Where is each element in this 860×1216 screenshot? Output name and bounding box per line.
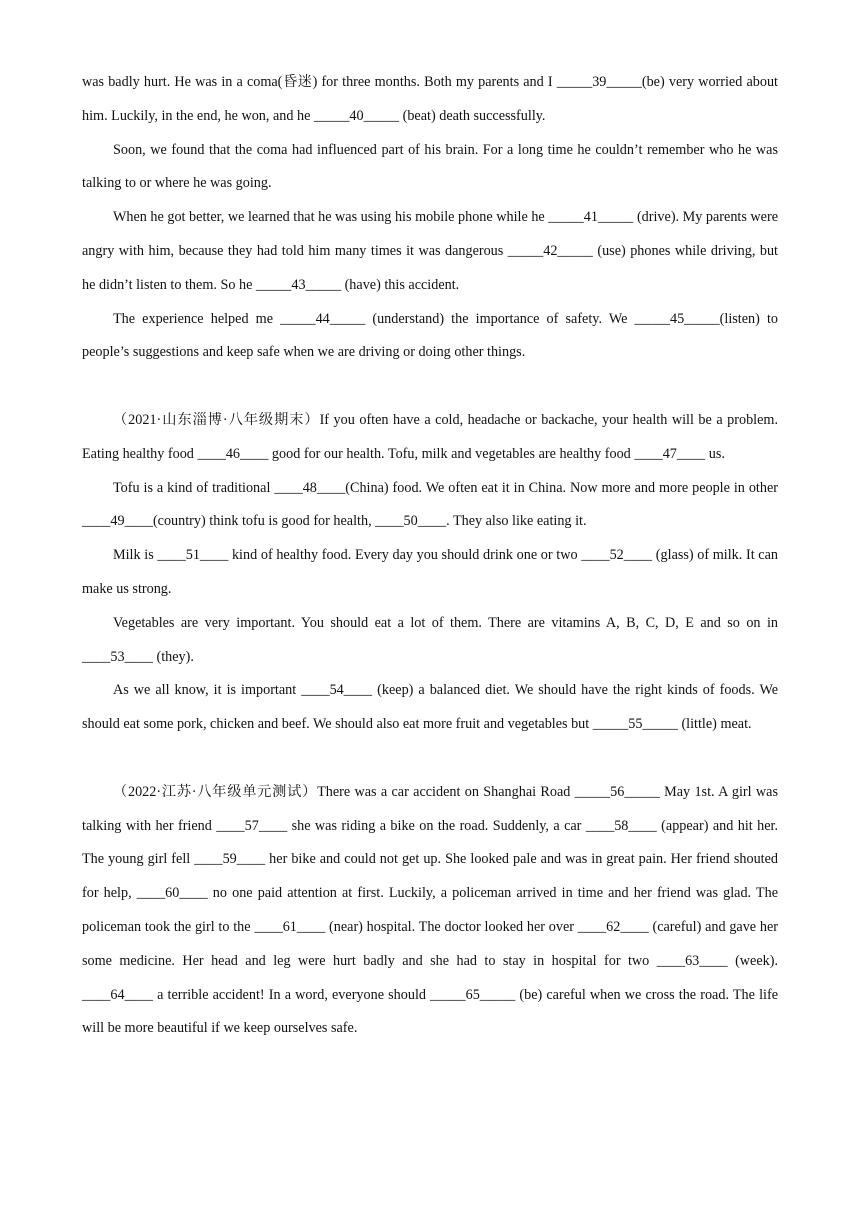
section-gap: [82, 370, 778, 404]
paragraph: Soon, we found that the coma had influenced part of his brain. For a long time he couldn’t remember who he was talking to or where he was going.: [82, 141, 778, 192]
paragraph: was badly hurt. He was in a coma(昏迷) for three months. Both my parents and I _____39_____(be) very worried about him. Luckily, in the end, he won, and he _____40_____ (beat) death successfully.: [82, 74, 778, 124]
passage-3: [82, 776, 778, 1046]
section-gap: [82, 742, 778, 776]
paragraph: （2021·山东淄博·八年级期末）If you often have a cold, headache or backache, your health will be a problem. Eating healthy food ____46____ good for our health. Tofu, milk and vegetables are healthy food ____47____ us.: [82, 411, 778, 462]
paragraph: As we all know, it is important ____54____ (keep) a balanced diet. We should have the right kinds of foods. We should eat some pork, chicken and beef. We should also eat more fruit and vegetables but _____55_____ (little) meat.: [82, 682, 778, 733]
paragraph: When he got better, we learned that he was using his mobile phone while he _____41_____ (drive). My parents were angry with him, because they had told him many times it was dangerous _____42_____ (use) phones while driving, but he didn’t listen to them. So he _____43_____ (have) this accident.: [82, 209, 778, 293]
document-page: [82, 66, 778, 1046]
paragraph: Vegetables are very important. You should eat a lot of them. There are vitamins A, B, C, D, E and so on in ____53____ (they).: [82, 614, 778, 665]
passage-1: [82, 66, 778, 370]
paragraph: The experience helped me _____44_____ (understand) the importance of safety. We _____45_____(listen) to people’s suggestions and keep safe when we are driving or doing other things.: [82, 310, 778, 361]
paragraph: （2022·江苏·八年级单元测试）There was a car accident on Shanghai Road _____56_____ May 1st. A girl was talking with her friend ____57____ she was riding a bike on the road. Suddenly, a car ____58____ (appear) and hit her. The young girl fell ____59____ her bike and could not get up. She looked pale and was in great pain. Her friend shouted for help, ____60____ no one paid attention at first. Luckily, a policeman arrived in time and her friend was glad. The policeman took the girl to the ____61____ (near) hospital. The doctor looked her over ____62____ (careful) and gave her some medicine. Her head and leg were hurt badly and she had to stay in hospital for two ____63____ (week). ____64____ a terrible accident! In a word, everyone should _____65_____ (be) careful when we cross the road. The life will be more beautiful if we keep ourselves safe.: [82, 783, 778, 1037]
paragraph: Tofu is a kind of traditional ____48____(China) food. We often eat it in China. Now more and more people in other ____49____(country) think tofu is good for health, ____50____. They also like eating it.: [82, 479, 778, 530]
paragraph: Milk is ____51____ kind of healthy food. Every day you should drink one or two ____52____ (glass) of milk. It can make us strong.: [82, 547, 778, 597]
passage-2: [82, 404, 778, 742]
